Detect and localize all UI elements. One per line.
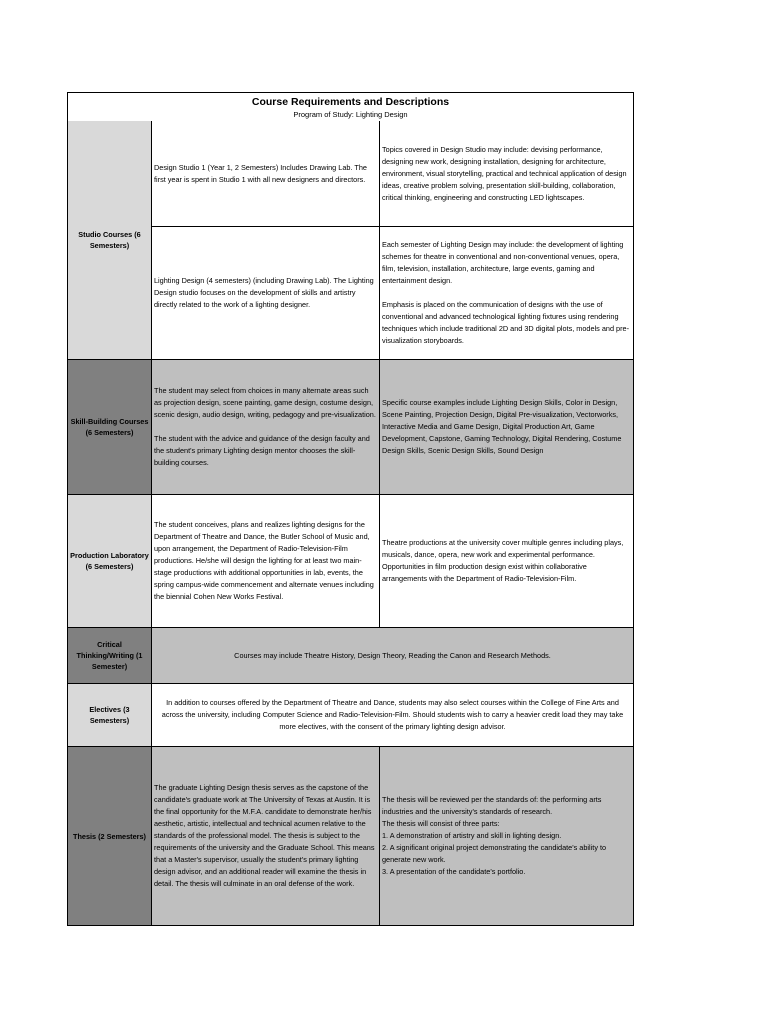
production-lab-description — [152, 495, 380, 627]
row-label-production-laboratory — [68, 495, 152, 627]
electives-description — [152, 684, 633, 746]
page-title: Course Requirements and Descriptions — [251, 96, 450, 108]
list-item: 1. A demonstration of artistry and skill in lighting design. — [382, 831, 562, 840]
cell-text: In addition to courses offered by the Department of Theatre and Dance, students may also select courses within the College of Fine Arts and across the university, including Computer Science and Radio-Television-Film. Should students wish to carry a heavier credit load they may take more electives, with the consent of the primary lighting design advisor. — [161, 698, 624, 731]
studio-lighting-design-topics — [380, 227, 633, 359]
cell-text: The student may select from choices in many alternate areas such as projection design, scene painting, game design, costume design, scenic design, audio design, writing, pedagogy and pre-visualization. — [154, 386, 376, 419]
skill-building-description — [152, 360, 380, 494]
cell-text: Each semester of Lighting Design may include: the development of lighting schemes for theatre in conventional and non-conventional venues, opera, film, television, installation, architecture, large events, gaming and entertainment design. — [382, 240, 624, 285]
list-item: 2. A significant original project demonstrating the candidate's ability to generate new work. — [382, 843, 607, 864]
list-item: 3. A presentation of the candidate's portfolio. — [382, 867, 526, 876]
row-label-text: Thesis (2 Semesters) — [72, 831, 146, 841]
cell-text: The student with the advice and guidance of the design faculty and the student's primary Lighting design mentor chooses the skill-building courses. — [154, 434, 370, 467]
table-header — [68, 93, 633, 122]
row-label-skill-building — [68, 360, 152, 494]
row-label-studio-courses — [68, 121, 152, 359]
cell-text: Emphasis is placed on the communication of designs with the use of conventional and advanced technological lighting fixtures using rendering techniques which include traditional 2D and 3D digital plots, models and pre-visualization storyboards. — [382, 300, 630, 345]
row-label-text: Production Laboratory (6 Semesters) — [70, 551, 149, 571]
cell-text: Opportunities in film production design exist within collaborative arrangements with the Department of Radio-Television-Film. — [382, 562, 587, 583]
cell-text: Theatre productions at the university cover multiple genres including plays, musicals, dance, opera, new work and experimental performance. — [382, 538, 624, 559]
thesis-description — [152, 747, 380, 925]
row-label-critical-thinking — [68, 628, 152, 683]
cell-text: The graduate Lighting Design thesis serves as the capstone of the candidate's graduate work at The University of Texas at Austin. It is the final opportunity for the M.F.A. candidate to demonstrate her/his aesthetic, artistic, intellectual and technical acumen relative to the standards of the professional model. The thesis is subject to the requirements of the university and the Graduate School. This means that a Master's supervisor, usually the student's primary lighting design advisor, and an additional reader will examine the thesis in detail. The thesis will culminate in an oral defense of the work. — [154, 783, 375, 888]
cell-text: The student conceives, plans and realizes lighting designs for the Department of Theatre and Dance, the Butler School of Music and, upon arrangement, the Department of Radio-Television-Film productions. He/she will design the lighting for at least two main-stage productions with additional opportunities in lab, events, the spring campus-wide commencement and alternate venues including the biennial Cohen New Works Festival. — [154, 520, 374, 601]
row-label-electives — [68, 684, 152, 746]
studio-lighting-design-description — [152, 227, 380, 359]
cell-text: Lighting Design (4 semesters) (including Drawing Lab). The Lighting Design studio focuses on the development of skills and artistry directly related to the work of a lighting designer. — [154, 276, 374, 309]
cell-text: The thesis will consist of three parts: — [382, 819, 500, 828]
production-lab-details — [380, 495, 633, 627]
row-label-thesis — [68, 747, 152, 925]
row-label-text: Skill-Building Courses (6 Semesters) — [70, 417, 149, 437]
cell-text: Courses may include Theatre History, Design Theory, Reading the Canon and Research Methods. — [234, 650, 551, 660]
page-subtitle: Program of Study: Lighting Design — [293, 110, 408, 119]
skill-building-examples — [380, 360, 633, 494]
critical-thinking-description — [152, 628, 633, 683]
cell-text: Specific course examples include Lighting Design Skills, Color in Design, Scene Painting, Projection Design, Digital Pre-visualization, Vectorworks, Interactive Media and Game Design, Digital Production Art, Game Development, Capstone, Gaming Technology, Digital Rendering, Costume Design Skills, Scenic Design Skills, Sound Design — [382, 398, 622, 455]
cell-text: Topics covered in Design Studio may include: devising performance, designing new work, designing installation, designing for architecture, environment, visual storytelling, practical and technical application of design ideas, creative problem solving, presentation skill-building, collaboration, critical thinking, engineering and constructing LED lightscapes. — [382, 144, 627, 202]
row-label-text: Critical Thinking/Writing (1 Semester) — [76, 640, 143, 671]
row-label-text: Electives (3 Semesters) — [89, 705, 130, 725]
cell-text: The thesis will be reviewed per the standards of: the performing arts industries and the university's standards of research. — [382, 795, 602, 816]
studio-design-studio-description — [152, 121, 380, 226]
thesis-details — [380, 747, 633, 925]
cell-text: Design Studio 1 (Year 1, 2 Semesters) Includes Drawing Lab. The first year is spent in Studio 1 with all new designers and directors. — [154, 162, 367, 184]
row-label-text: Studio Courses (6 Semesters) — [78, 230, 141, 250]
studio-design-studio-topics — [380, 121, 633, 226]
course-requirements-table — [67, 92, 634, 926]
